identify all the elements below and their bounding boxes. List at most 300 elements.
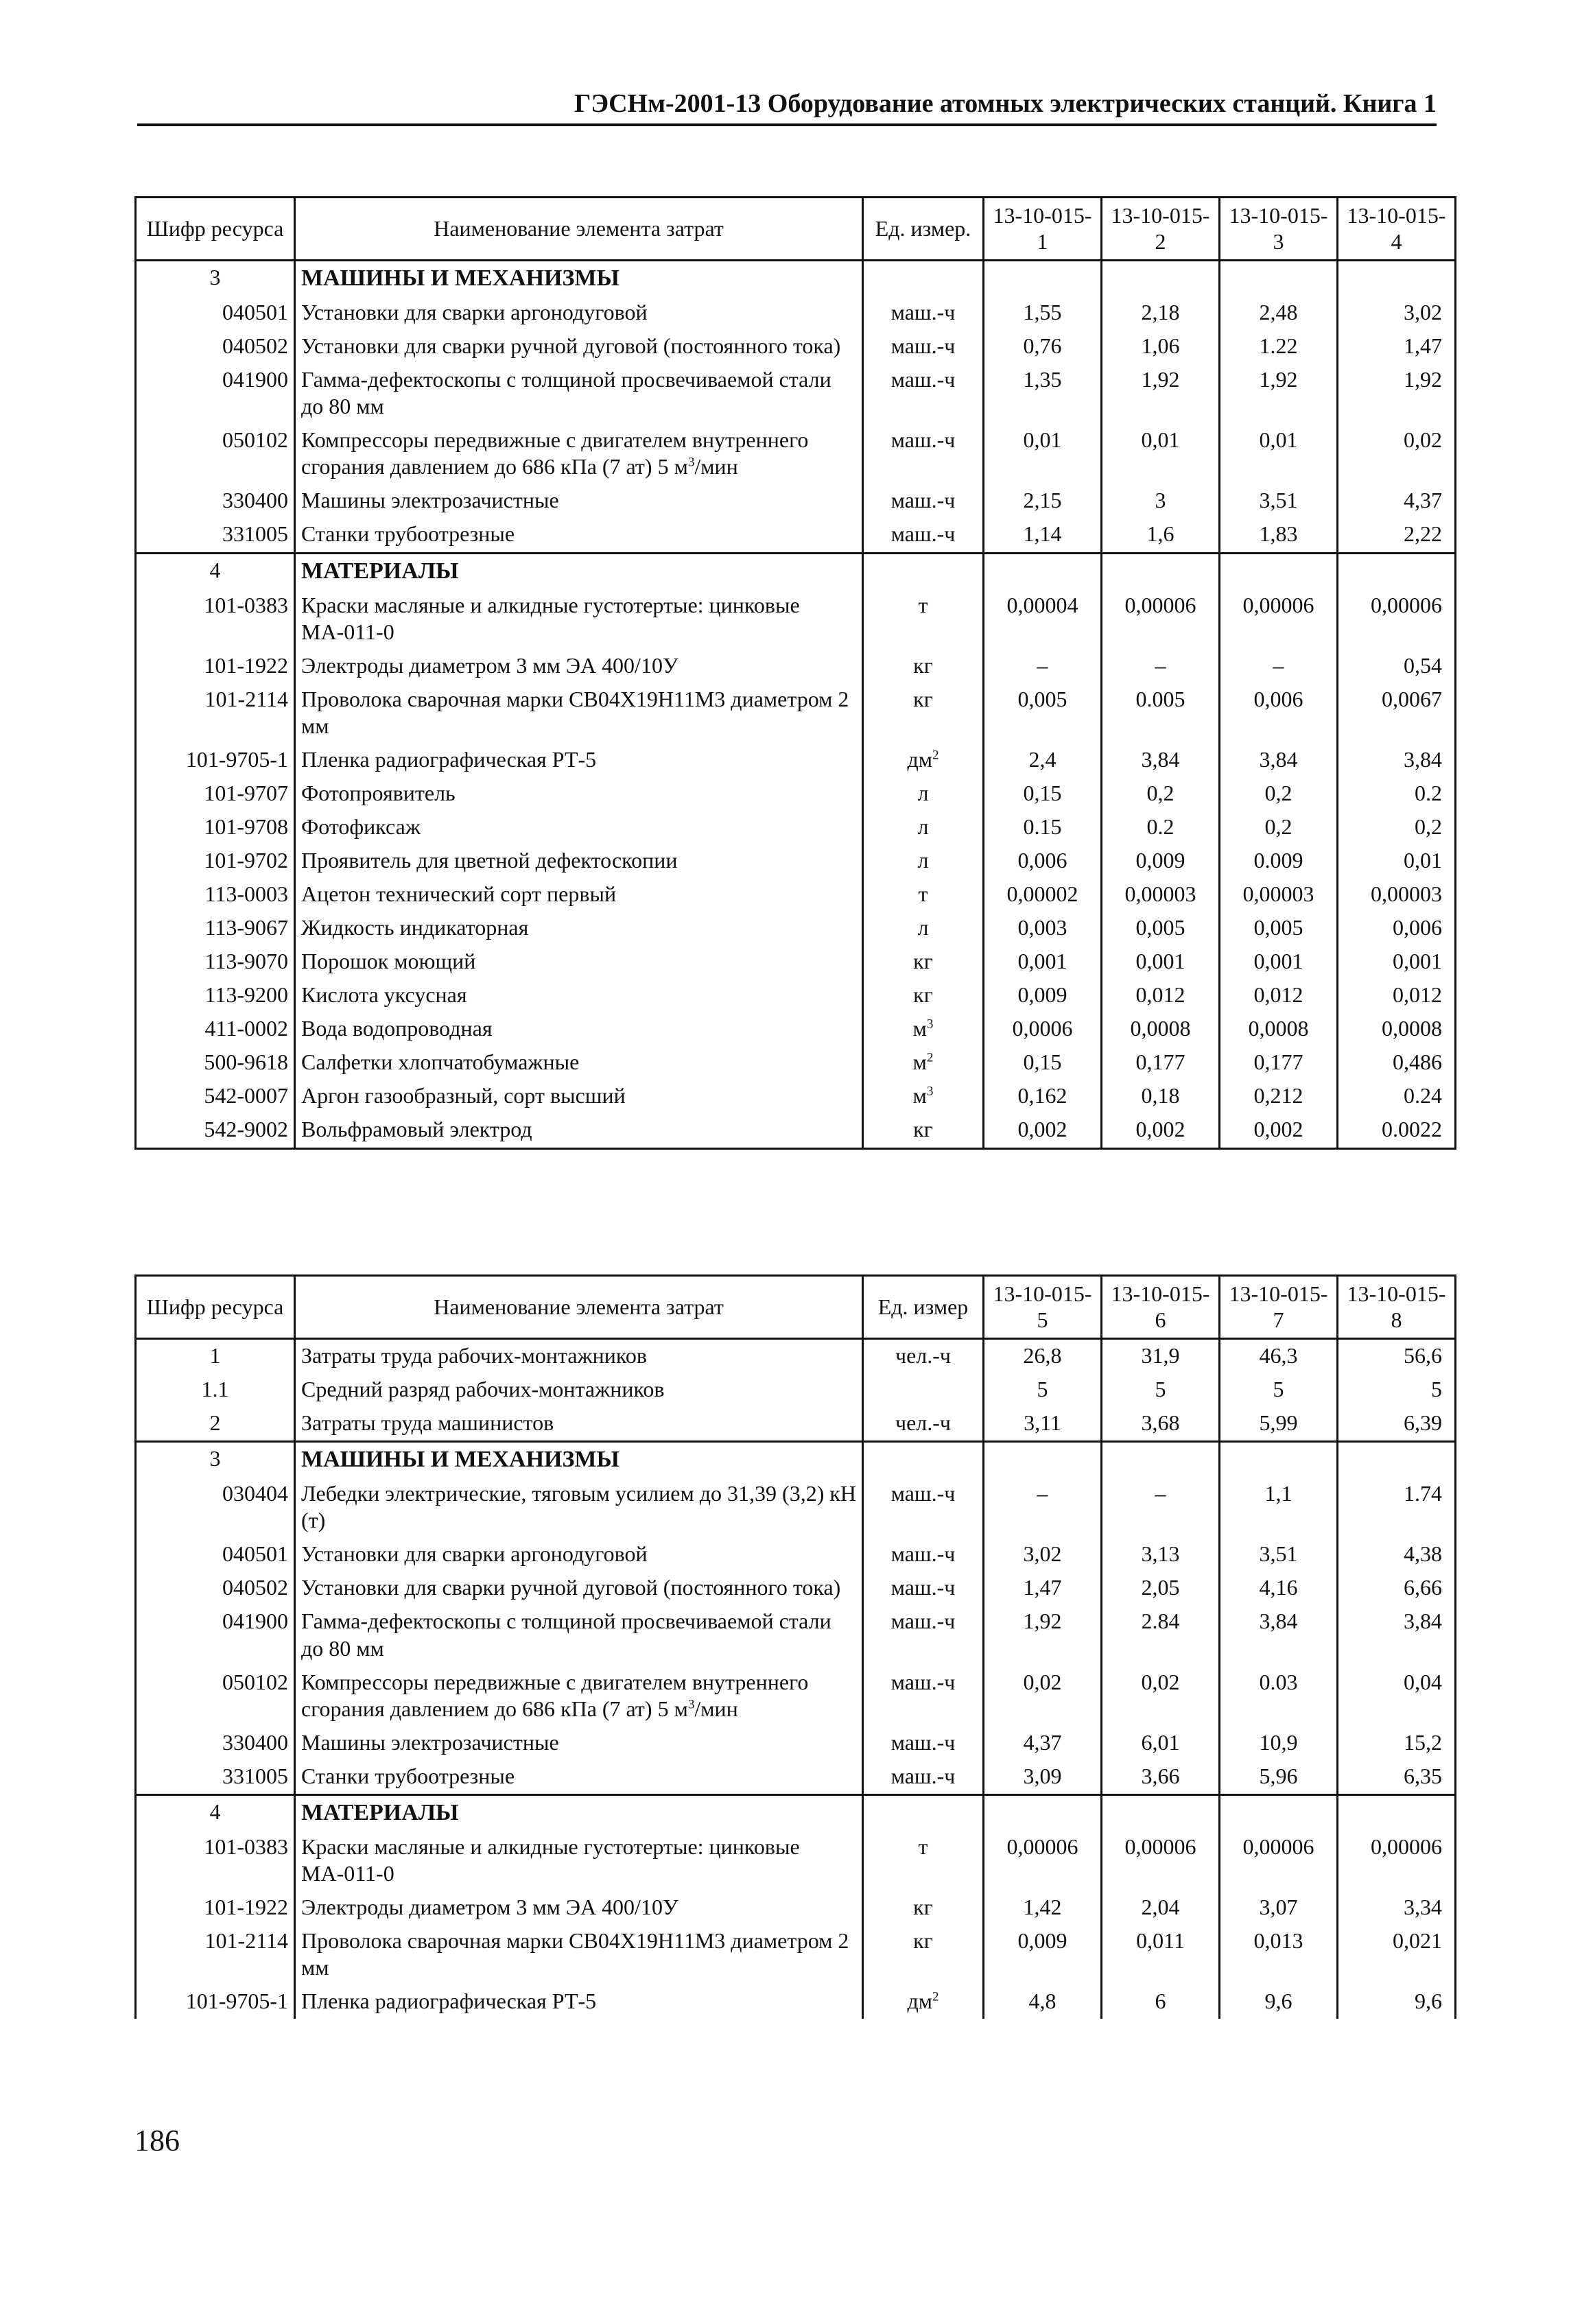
cell-unit-text: маш.-ч: [890, 1541, 956, 1567]
cell-unit-text: маш.-ч: [890, 300, 956, 325]
cell-value-4: 6,35: [1338, 1760, 1456, 1795]
cell-value-2: 3,68: [1102, 1407, 1220, 1442]
cell-value-2: 0,02: [1102, 1666, 1220, 1727]
cell-code: 040501: [136, 1538, 295, 1572]
cell-value-4: 1,47: [1338, 330, 1456, 364]
cell-code: 101-9707: [136, 777, 295, 811]
cell-value-3: 0,001: [1220, 945, 1338, 979]
cell-value-1: 0,006: [984, 844, 1102, 878]
cell-value-1: 26,8: [984, 1338, 1102, 1373]
cell-value-2: 2,05: [1102, 1572, 1220, 1605]
cell-name: [295, 589, 863, 650]
cell-name-text: Салфетки хлопчатобумажные: [301, 1050, 580, 1075]
cell-value-2: 1,6: [1102, 518, 1220, 553]
cell-value-3: [1220, 1794, 1338, 1831]
cell-name-text: Аргон газообразный, сорт высший: [301, 1083, 626, 1108]
cell-name: [295, 650, 863, 683]
cell-code: 331005: [136, 1760, 295, 1795]
cell-name-text: МАШИНЫ И МЕХАНИЗМЫ: [301, 1446, 619, 1472]
cell-name-text: Гамма-дефектоскопы с толщиной просвечиваемой стали до 80 мм: [301, 367, 831, 419]
cell-unit: [863, 1338, 984, 1373]
cell-unit: [863, 1478, 984, 1538]
cell-code: 041900: [136, 1605, 295, 1665]
table-row: [136, 484, 1456, 518]
cell-unit: [863, 260, 984, 296]
cell-code: 330400: [136, 1727, 295, 1760]
col-header-code: Шифр ресурса: [136, 1276, 295, 1339]
cell-value-3: 1,83: [1220, 518, 1338, 553]
cell-name: [295, 484, 863, 518]
cell-value-2: 31,9: [1102, 1338, 1220, 1373]
cell-name-superscript: 3: [687, 1696, 695, 1711]
col-header-c4: 13-10-015-4: [1338, 198, 1456, 261]
cell-value-3: 0,00003: [1220, 878, 1338, 912]
cell-name: [295, 1478, 863, 1538]
col-header-name: Наименование элемента затрат: [295, 198, 863, 261]
cell-code: 101-9705-1: [136, 744, 295, 777]
table-row: [136, 878, 1456, 912]
cell-value-2: 0.005: [1102, 683, 1220, 744]
cell-unit: [863, 683, 984, 744]
table-row: [136, 330, 1456, 364]
cell-value-2: 0,00006: [1102, 589, 1220, 650]
cell-code: 330400: [136, 484, 295, 518]
table-row: [136, 518, 1456, 553]
section-row: [136, 1794, 1456, 1831]
cell-value-1: 0,00006: [984, 1831, 1102, 1891]
table-row: [136, 589, 1456, 650]
cell-value-2: –: [1102, 1478, 1220, 1538]
table-row: [136, 1373, 1456, 1407]
cell-name: [295, 811, 863, 844]
cell-value-2: 0.2: [1102, 811, 1220, 844]
cell-value-3: 3,51: [1220, 1538, 1338, 1572]
cell-name: [295, 1373, 863, 1407]
table-row: [136, 811, 1456, 844]
cell-name: [295, 1080, 863, 1113]
cell-value-4: 0,0008: [1338, 1012, 1456, 1046]
table-row: [136, 1012, 1456, 1046]
cell-unit-text: т: [918, 1834, 928, 1860]
cell-name: [295, 1338, 863, 1373]
cell-value-1: [984, 1441, 1102, 1478]
cell-value-1: 1,35: [984, 364, 1102, 424]
cell-value-3: 1,1: [1220, 1478, 1338, 1538]
cell-value-2: 2,04: [1102, 1891, 1220, 1925]
cell-value-2: 3,84: [1102, 744, 1220, 777]
cell-value-1: 1,42: [984, 1891, 1102, 1925]
cell-unit-text: кг: [913, 949, 933, 974]
cell-unit-text: м: [912, 1050, 927, 1075]
cell-unit-superscript: 3: [926, 1017, 934, 1032]
cell-unit-text: маш.-ч: [890, 333, 956, 359]
cell-unit: [863, 1985, 984, 2019]
cell-value-3: 2,48: [1220, 296, 1338, 330]
cell-value-3: 0,00006: [1220, 589, 1338, 650]
col-header-name: Наименование элемента затрат: [295, 1276, 863, 1339]
cell-unit-text: маш.-ч: [890, 1763, 956, 1788]
cell-unit: [863, 1925, 984, 1985]
cell-value-2: 0,001: [1102, 945, 1220, 979]
cell-value-1: 2,4: [984, 744, 1102, 777]
cell-code: 500-9618: [136, 1046, 295, 1080]
cell-name-tail: /мин: [694, 1696, 738, 1721]
cell-value-1: [984, 553, 1102, 589]
cell-value-4: 0,0067: [1338, 683, 1456, 744]
cell-value-4: 4,38: [1338, 1538, 1456, 1572]
cell-value-1: 0,15: [984, 777, 1102, 811]
cell-unit: [863, 744, 984, 777]
cell-value-3: 5,96: [1220, 1760, 1338, 1795]
cell-unit: [863, 1080, 984, 1113]
cell-name: [295, 844, 863, 878]
cell-unit: [863, 330, 984, 364]
cell-name: [295, 330, 863, 364]
cell-name-text: Пленка радиографическая РТ-5: [301, 747, 597, 772]
cell-name: [295, 260, 863, 296]
cell-value-3: [1220, 1441, 1338, 1478]
cell-value-4: 4,37: [1338, 484, 1456, 518]
cell-value-3: 3,51: [1220, 484, 1338, 518]
cell-unit-text: кг: [913, 1895, 933, 1920]
cell-value-3: 9,6: [1220, 1985, 1338, 2019]
cell-name: [295, 1794, 863, 1831]
cell-code: 040502: [136, 1572, 295, 1605]
cell-code: 040501: [136, 296, 295, 330]
cell-value-1: –: [984, 1478, 1102, 1538]
cell-value-3: 0,013: [1220, 1925, 1338, 1985]
cell-name-text: Установки для сварки ручной дуговой (постоянного тока): [301, 1575, 841, 1600]
cell-code: 1: [136, 1338, 295, 1373]
cell-value-2: 0,009: [1102, 844, 1220, 878]
cell-name: [295, 1441, 863, 1478]
cell-name: [295, 424, 863, 484]
cell-name: [295, 744, 863, 777]
cell-value-1: [984, 1794, 1102, 1831]
cell-name-text: Вольфрамовый электрод: [301, 1117, 532, 1142]
cell-value-4: 3,84: [1338, 1605, 1456, 1665]
cell-value-2: 6: [1102, 1985, 1220, 2019]
cell-unit: [863, 553, 984, 589]
cell-unit: [863, 1373, 984, 1407]
cell-name-text: Фотопроявитель: [301, 781, 456, 806]
cell-value-4: 0,006: [1338, 912, 1456, 945]
table-header-row: [136, 1276, 1456, 1339]
cell-unit-superscript: 2: [932, 748, 939, 763]
cell-name-text: Машины электрозачистные: [301, 1729, 559, 1755]
cell-code: 113-9067: [136, 912, 295, 945]
cell-value-1: 0,002: [984, 1113, 1102, 1148]
cell-value-3: 1.22: [1220, 330, 1338, 364]
col-header-c4: 13-10-015-8: [1338, 1276, 1456, 1339]
cell-code: 101-9705-1: [136, 1985, 295, 2019]
cell-unit: [863, 979, 984, 1012]
cell-name: [295, 1891, 863, 1925]
table-row: [136, 1925, 1456, 1985]
cell-unit: [863, 1012, 984, 1046]
cell-value-4: 9,6: [1338, 1985, 1456, 2019]
cell-value-4: 3,34: [1338, 1891, 1456, 1925]
cell-value-2: 1,06: [1102, 330, 1220, 364]
cell-code: 2: [136, 1407, 295, 1442]
cell-code: 3: [136, 260, 295, 296]
cell-name-text: Установки для сварки аргонодуговой: [301, 300, 648, 325]
cell-value-1: 0.15: [984, 811, 1102, 844]
cell-name-text: МАТЕРИАЛЫ: [301, 558, 459, 584]
cell-value-3: [1220, 260, 1338, 296]
cell-name-text: Проявитель для цветной дефектоскопии: [301, 848, 678, 873]
table-body: [136, 1338, 1456, 2019]
cell-name-text: Электроды диаметром 3 мм ЭА 400/10У: [301, 1895, 678, 1920]
cell-code: 101-9702: [136, 844, 295, 878]
col-header-unit: Ед. измер: [863, 1276, 984, 1339]
cell-value-2: 0,012: [1102, 979, 1220, 1012]
cell-name-tail: /мин: [694, 454, 738, 479]
col-header-code: Шифр ресурса: [136, 198, 295, 261]
cell-code: 3: [136, 1441, 295, 1478]
cell-unit-text: кг: [913, 1928, 933, 1954]
cell-unit-text: маш.-ч: [890, 488, 956, 513]
cell-code: 4: [136, 1794, 295, 1831]
table-row: [136, 1338, 1456, 1373]
cell-unit: [863, 518, 984, 553]
cell-value-3: 0,002: [1220, 1113, 1338, 1148]
cell-unit-text: л: [917, 781, 929, 806]
cell-value-4: 56,6: [1338, 1338, 1456, 1373]
cell-unit-text: кг: [913, 687, 933, 712]
table-row: [136, 1478, 1456, 1538]
cell-code: 542-9002: [136, 1113, 295, 1148]
page-number: 186: [134, 2124, 180, 2157]
cell-value-1: 4,37: [984, 1727, 1102, 1760]
cell-code: 113-9200: [136, 979, 295, 1012]
cell-unit: [863, 1605, 984, 1665]
cell-value-2: 0,0008: [1102, 1012, 1220, 1046]
cell-value-4: 0,00003: [1338, 878, 1456, 912]
cell-code: 1.1: [136, 1373, 295, 1407]
cell-value-4: 0.2: [1338, 777, 1456, 811]
cell-code: 542-0007: [136, 1080, 295, 1113]
col-header-c3: 13-10-015-3: [1220, 198, 1338, 261]
cell-value-4: 0,01: [1338, 844, 1456, 878]
cell-unit-text: кг: [913, 982, 933, 1008]
cell-value-2: 0,00006: [1102, 1831, 1220, 1891]
cell-value-2: 0,005: [1102, 912, 1220, 945]
cell-value-1: 1,14: [984, 518, 1102, 553]
cell-unit-text: м: [912, 1016, 927, 1041]
cell-code: 101-0383: [136, 1831, 295, 1891]
cell-unit: [863, 364, 984, 424]
cell-code: 4: [136, 553, 295, 589]
cell-unit: [863, 296, 984, 330]
cell-code: 101-9708: [136, 811, 295, 844]
cell-value-4: 1.74: [1338, 1478, 1456, 1538]
cell-value-4: 15,2: [1338, 1727, 1456, 1760]
cell-value-1: 0,009: [984, 979, 1102, 1012]
cell-unit-text: дм: [907, 1989, 932, 2014]
col-header-c1: 13-10-015-5: [984, 1276, 1102, 1339]
cell-code: 101-1922: [136, 1891, 295, 1925]
cell-name-text: Фотофиксаж: [301, 814, 421, 840]
cell-unit-text: л: [917, 814, 929, 840]
cell-value-2: 0,00003: [1102, 878, 1220, 912]
cell-name: [295, 979, 863, 1012]
cell-unit-text: маш.-ч: [890, 1729, 956, 1755]
cell-name-text: Станки трубоотрезные: [301, 521, 515, 547]
table-row: [136, 1605, 1456, 1665]
cell-unit-text: дм: [907, 747, 932, 772]
cell-unit-text: т: [918, 881, 928, 907]
cell-unit: [863, 424, 984, 484]
cell-unit-text: маш.-ч: [890, 1669, 956, 1694]
cell-value-2: 0,01: [1102, 424, 1220, 484]
cell-name-text: Порошок моющий: [301, 949, 476, 974]
cell-name-text: Жидкость индикаторная: [301, 915, 529, 940]
cell-code: 050102: [136, 424, 295, 484]
cell-value-2: 1,92: [1102, 364, 1220, 424]
cell-name: [295, 1538, 863, 1572]
cell-name: [295, 1046, 863, 1080]
cell-unit: [863, 912, 984, 945]
table-row: [136, 1727, 1456, 1760]
cell-value-4: 0,54: [1338, 650, 1456, 683]
cell-value-4: 3,02: [1338, 296, 1456, 330]
cell-name-text: Установки для сварки аргонодуговой: [301, 1541, 648, 1567]
cell-unit: [863, 1441, 984, 1478]
cell-unit: [863, 878, 984, 912]
table-row: [136, 1538, 1456, 1572]
cell-value-1: 0,00002: [984, 878, 1102, 912]
cell-unit: [863, 1113, 984, 1148]
col-header-unit: Ед. измер.: [863, 198, 984, 261]
cell-code: 411-0002: [136, 1012, 295, 1046]
table-row: [136, 1572, 1456, 1605]
table-row: [136, 912, 1456, 945]
table-row: [136, 1113, 1456, 1148]
cell-value-1: 3,02: [984, 1538, 1102, 1572]
cell-value-4: 2,22: [1338, 518, 1456, 553]
cell-unit: [863, 1760, 984, 1795]
cell-name: [295, 518, 863, 553]
cell-value-4: [1338, 553, 1456, 589]
cell-name: [295, 1925, 863, 1985]
cell-value-4: [1338, 1441, 1456, 1478]
cell-unit-text: л: [917, 915, 929, 940]
cell-name: [295, 878, 863, 912]
cell-unit-text: маш.-ч: [890, 1609, 956, 1634]
table-row: [136, 424, 1456, 484]
cell-value-3: 0,2: [1220, 811, 1338, 844]
cell-code: 050102: [136, 1666, 295, 1727]
cell-unit-text: т: [918, 592, 928, 617]
cell-value-2: 2.84: [1102, 1605, 1220, 1665]
section-row: [136, 553, 1456, 589]
cell-value-3: 0,212: [1220, 1080, 1338, 1113]
cell-value-4: 5: [1338, 1373, 1456, 1407]
cell-unit: [863, 1831, 984, 1891]
cell-value-3: 5: [1220, 1373, 1338, 1407]
cell-name-text: Ацетон технический сорт первый: [301, 881, 617, 907]
cell-value-3: 0,00006: [1220, 1831, 1338, 1891]
cell-code: 113-9070: [136, 945, 295, 979]
table-row: [136, 1985, 1456, 2019]
cell-name-text: Проволока сварочная марки СВ04Х19Н11М3 диаметром 2 мм: [301, 1928, 849, 1980]
cell-value-3: 0,0008: [1220, 1012, 1338, 1046]
cell-name-text: Проволока сварочная марки СВ04Х19Н11М3 диаметром 2 мм: [301, 687, 849, 739]
table-row: [136, 844, 1456, 878]
cell-name-text: Средний разряд рабочих-монтажников: [301, 1376, 665, 1401]
section-row: [136, 260, 1456, 296]
cell-value-2: 3,13: [1102, 1538, 1220, 1572]
cell-value-1: 5: [984, 1373, 1102, 1407]
cell-value-3: 5,99: [1220, 1407, 1338, 1442]
cell-value-4: 0.24: [1338, 1080, 1456, 1113]
cell-value-3: 46,3: [1220, 1338, 1338, 1373]
cell-unit-text: кг: [913, 653, 933, 678]
cell-unit: [863, 1794, 984, 1831]
table-row: [136, 1831, 1456, 1891]
cell-value-1: 2,15: [984, 484, 1102, 518]
cell-value-3: 0,006: [1220, 683, 1338, 744]
cell-value-2: [1102, 260, 1220, 296]
cell-name-text: Компрессоры передвижные с двигателем внутреннего сгорания давлением до 686 кПа (7 ат) 5 м: [301, 427, 809, 479]
cell-value-4: 0,00006: [1338, 1831, 1456, 1891]
cell-name: [295, 1407, 863, 1442]
cell-value-1: 1,55: [984, 296, 1102, 330]
cell-code: 040502: [136, 330, 295, 364]
table-row: [136, 1046, 1456, 1080]
cell-unit: [863, 1046, 984, 1080]
cell-code: 101-1922: [136, 650, 295, 683]
cell-name-text: МАШИНЫ И МЕХАНИЗМЫ: [301, 265, 619, 291]
cell-value-4: 1,92: [1338, 364, 1456, 424]
cell-unit-text: л: [917, 848, 929, 873]
header-title: ГЭСНм-2001-13 Оборудование атомных электрических станций. Книга 1: [574, 89, 1437, 118]
cell-value-1: 0,02: [984, 1666, 1102, 1727]
cell-name: [295, 296, 863, 330]
cell-unit: [863, 1727, 984, 1760]
cell-name: [295, 945, 863, 979]
table-row: [136, 650, 1456, 683]
cell-value-1: 0,001: [984, 945, 1102, 979]
cell-name: [295, 1113, 863, 1148]
table-row: [136, 1666, 1456, 1727]
cell-value-2: 3: [1102, 484, 1220, 518]
cell-value-2: 6,01: [1102, 1727, 1220, 1760]
cell-name: [295, 364, 863, 424]
cell-value-4: 0,486: [1338, 1046, 1456, 1080]
cell-value-2: 3,66: [1102, 1760, 1220, 1795]
table-row: [136, 1760, 1456, 1795]
cell-value-3: 0,012: [1220, 979, 1338, 1012]
cell-unit: [863, 1407, 984, 1442]
cell-name: [295, 1666, 863, 1727]
cell-value-4: 0,04: [1338, 1666, 1456, 1727]
cell-value-4: 3,84: [1338, 744, 1456, 777]
table-row: [136, 744, 1456, 777]
cell-name: [295, 553, 863, 589]
resource-table-2: [134, 1274, 1456, 2019]
table-body: [136, 260, 1456, 1148]
cell-code: 030404: [136, 1478, 295, 1538]
cell-unit-text: маш.-ч: [890, 427, 956, 453]
cell-unit-text: маш.-ч: [890, 1575, 956, 1600]
cell-value-4: 6,39: [1338, 1407, 1456, 1442]
cell-value-3: 0.03: [1220, 1666, 1338, 1727]
cell-unit: [863, 844, 984, 878]
cell-value-3: 4,16: [1220, 1572, 1338, 1605]
cell-value-1: 0,009: [984, 1925, 1102, 1985]
